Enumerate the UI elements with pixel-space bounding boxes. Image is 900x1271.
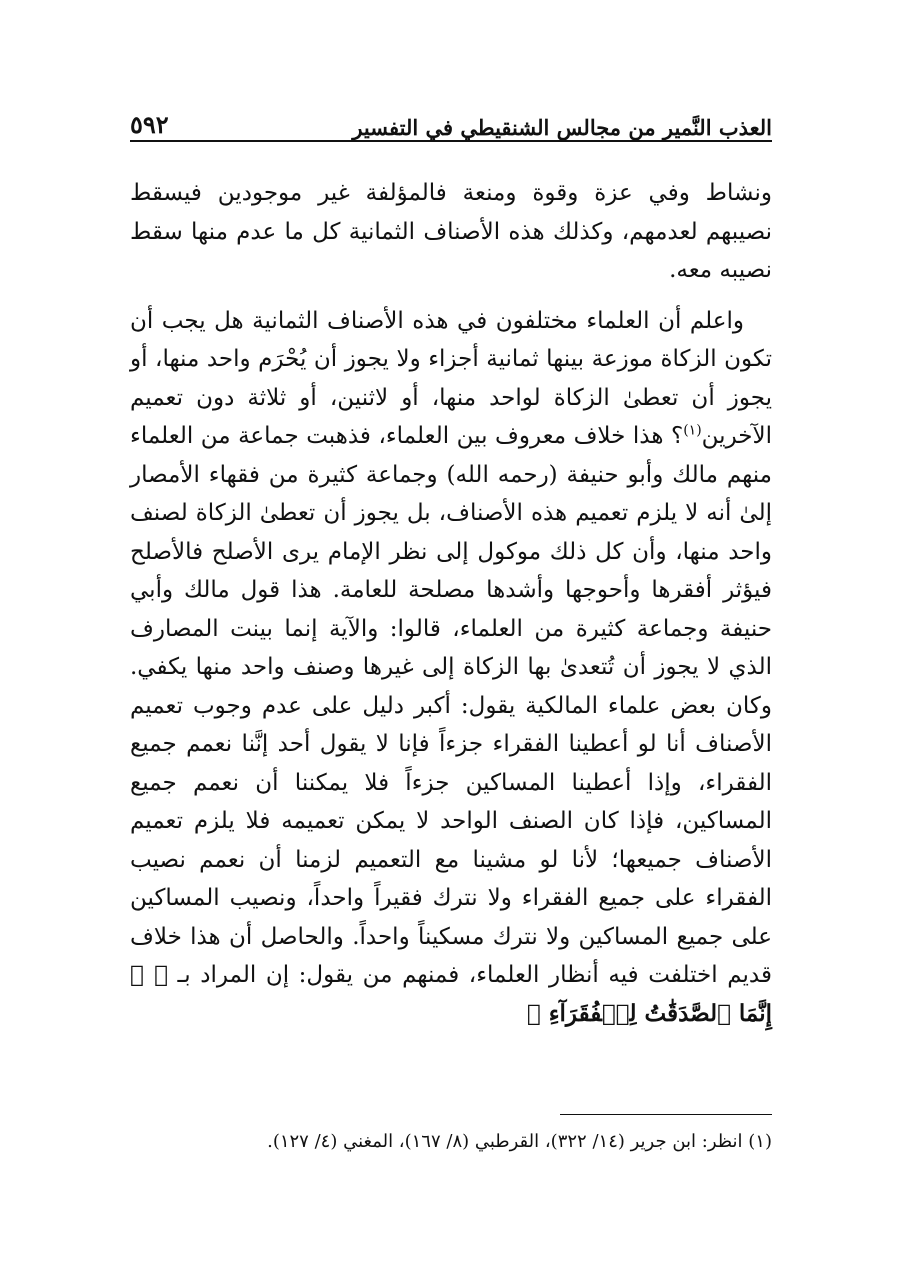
paragraph-2-text-end: ؟ هذا خلاف معروف بين العلماء، فذهبت جماعة من العلماء منهم مالك وأبو حنيفة (رحمه الله) وجماعة كثيرة من فقهاء الأمصار إلىٰ أنه لا يلزم تعميم هذه الأصناف، بل يجوز أن تعطىٰ الزكاة لصنف واحد منها، وأن كل ذلك موكول إلى نظر الإمام يرى الأصلح فالأصلح فيؤثر أفقرها وأحوجها وأشدها مصلحة للعامة. هذا قول مالك وأبي حنيفة وجماعة كثيرة من العلماء، قالوا: والآية إنما بينت المصارف الذي لا يجوز أن تُتعدىٰ بها الزكاة إلى غيرها وصنف واحد منها يكفي. وكان بعض علماء المالكية يقول: أكبر دليل على عدم وجوب تعميم الأصناف أنا لو أعطينا الفقراء جزءاً فإنا لا يقول أحد إنَّنا نعمم جميع الفقراء، وإذا أعطينا المساكين جزءاً فلا يمكننا أن نعمم جميع المساكين، فإذا كان الصنف الواحد لا يمكن تعميمه فلا يلزم تعميم الأصناف جميعها؛ لأنا لو مشينا مع التعميم لزمنا أن نعمم نصيب الفقراء على جميع الفقراء ولا نترك فقيراً واحداً، ونصيب المساكين على جميع المساكين ولا نترك مسكيناً واحداً. والحاصل أن هذا خلاف قديم اختلفت فيه أنظار العلماء، فمنهم من يقول: إن المراد بـ	[130, 423, 772, 988]
page-number: ٥٩٢	[130, 110, 169, 140]
footnote-reference[interactable]: (١)	[683, 422, 702, 439]
paragraph-2-text-start: واعلم أن العلماء مختلفون في هذه الأصناف الثمانية هل يجب أن تكون الزكاة موزعة بينها ثمانية أجزاء ولا يجوز أن يُحْرَم واحد منها، أو يجوز أن تعطىٰ الزكاة لواحد منها، أو لاثنين، أو ثلاثة دون تعميم الآخرين	[130, 307, 772, 449]
paragraph-1	[130, 174, 772, 290]
paragraph-1-text: ونشاط وفي عزة وقوة ومنعة فالمؤلفة غير موجودين فيسقط نصيبهم لعدمهم، وكذلك هذه الأصناف الثمانية كل ما عدم منها سقط نصيبه معه.	[130, 180, 772, 283]
main-text	[130, 174, 772, 1033]
quran-quote: ﴿ ۞ إِنَّمَا ٱلصَّدَقَٰتُ لِلۡفُقَرَآءِ ﴾	[130, 961, 772, 1027]
footnote-divider	[560, 1114, 772, 1115]
running-header	[130, 98, 772, 142]
book-title: العذب النَّمير من مجالس الشنقيطي في التفسير	[352, 114, 772, 140]
paragraph-2	[130, 302, 772, 1034]
footnote: (١) انظر: ابن جرير (١٤/ ٣٢٢)، القرطبي (٨/ ١٦٧)، المغني (٤/ ١٢٧).	[267, 1131, 772, 1152]
book-page	[130, 98, 772, 1152]
